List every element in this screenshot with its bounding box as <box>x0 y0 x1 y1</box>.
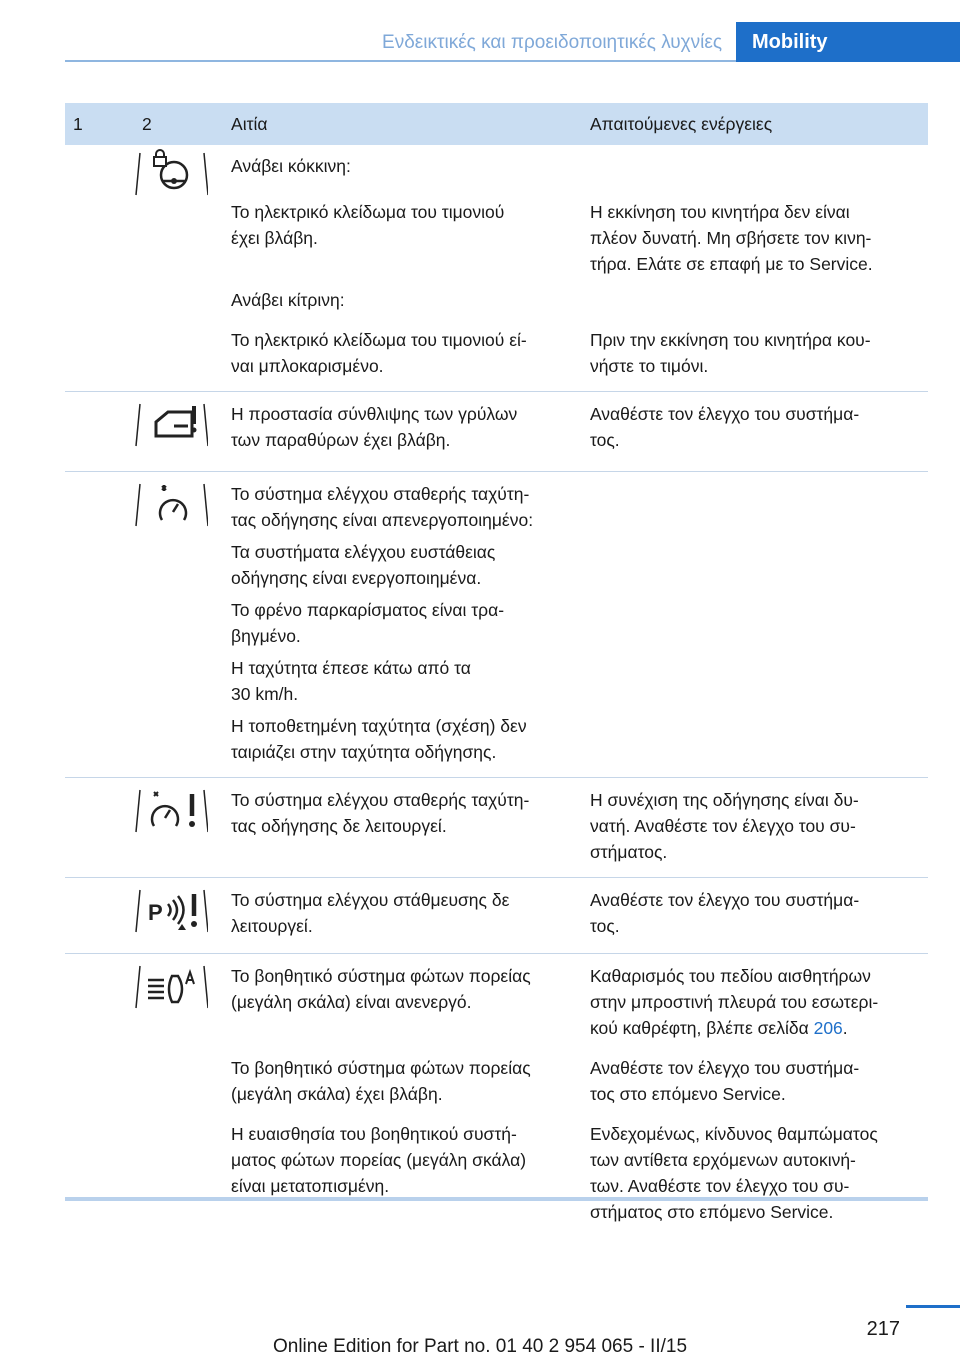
action-text: των αντίθετα ερχόμενων αυτοκινή- <box>589 1150 856 1170</box>
action-text: πλέον δυνατή. Μη σβήσετε τον κινη- <box>589 228 872 248</box>
cause-text: Η τοποθετημένη ταχύτητα (σχέση) δεν <box>231 716 527 736</box>
cause-text: 30 km/h. <box>231 684 299 704</box>
action-text: τος στο επόμενο Service. <box>589 1084 786 1104</box>
action-text: τήρα. Ελάτε σε επαφή με το Service. <box>589 254 873 274</box>
action-text: Πριν την εκκίνηση του κινητήρα κου- <box>589 330 871 350</box>
cause-text: οδήγησης είναι ενεργοποιημένα. <box>231 568 482 588</box>
action-text: Αναθέστε τον έλεγχο του συστήμα- <box>589 404 860 424</box>
column-header-cause: Αιτία <box>223 103 582 145</box>
action-text: νατή. Αναθέστε τον έλεγχο του συ- <box>589 816 856 836</box>
section-title: Ενδεικτικές και προειδοποιητικές λυχνίες <box>382 32 722 53</box>
action-text: στήματος στο επόμενο Service. <box>589 1202 834 1222</box>
chapter-tab[interactable]: Mobility <box>736 22 960 62</box>
column-header-2: 2 <box>134 103 223 145</box>
action-text: Αναθέστε τον έλεγχο του συστήμα- <box>589 890 860 910</box>
cause-text: Το φρένο παρκαρίσματος είναι τρα- <box>231 600 505 620</box>
cause-text: Τα συστήματα ελέγχου ευστάθειας <box>231 542 496 562</box>
red-light-label: Ανάβει κόκκινη: <box>231 156 351 176</box>
cause-text: Το ηλεκτρικό κλείδωμα του τιμονιού εί- <box>231 330 527 350</box>
cause-text: (μεγάλη σκάλα) είναι ανενεργό. <box>231 992 472 1012</box>
cause-text: έχει βλάβη. <box>231 228 318 248</box>
steering-lock-icon <box>134 147 208 207</box>
action-text-part: κού καθρέφτη, βλέπε σελίδα <box>589 1018 814 1038</box>
action-text <box>590 1015 920 1041</box>
cause-text: Το ηλεκτρικό κλείδωμα του τιμονιού <box>231 202 505 222</box>
action-text: στην μπροστινή πλευρά του εσωτερι- <box>589 992 879 1012</box>
cause-text: (μεγάλη σκάλα) έχει βλάβη. <box>231 1084 443 1104</box>
cause-text: Το σύστημα ελέγχου σταθερής ταχύτη- <box>231 790 530 810</box>
action-text: Η εκκίνηση του κινητήρα δεν είναι <box>589 202 850 222</box>
yellow-light-label: Ανάβει κίτρινη: <box>231 290 345 310</box>
action-text: τος. <box>589 430 620 450</box>
cause-text: των παραθύρων έχει βλάβη. <box>231 430 451 450</box>
action-text: νήστε το τιμόνι. <box>589 356 709 376</box>
cause-text: βηγμένο. <box>231 626 301 646</box>
cause-text: ναι μπλοκαρισμένο. <box>231 356 384 376</box>
action-text: Ενδεχομένως, κίνδυνος θαμπώματος <box>589 1124 878 1144</box>
cruise-control-icon <box>134 480 208 534</box>
cause-text: Το βοηθητικό σύστημα φώτων πορείας <box>231 1058 531 1078</box>
action-text: στήματος. <box>589 842 668 862</box>
cause-text: είναι μετατοπισμένη. <box>231 1176 390 1196</box>
table-row <box>65 954 928 1042</box>
svg-text:P: P <box>148 900 163 925</box>
page-number-bar <box>906 1305 960 1308</box>
action-text: των. Αναθέστε τον έλεγχο του συ- <box>589 1176 850 1196</box>
cause-text: Το σύστημα ελέγχου σταθερής ταχύτη- <box>231 484 530 504</box>
table-row <box>65 392 928 472</box>
footer-edition: Online Edition for Part no. 01 40 2 954 065 - II/15 <box>272 1336 688 1357</box>
cause-text: Το βοηθητικό σύστημα φώτων πορείας <box>231 966 531 986</box>
action-text: Η συνέχιση της οδήγησης είναι δυ- <box>589 790 859 810</box>
table-row <box>65 878 928 954</box>
window-pinch-icon <box>134 400 208 454</box>
table-row <box>65 472 928 778</box>
high-beam-assistant-icon <box>134 962 208 1016</box>
cause-text: Το σύστημα ελέγχου στάθμευσης δε <box>231 890 510 910</box>
action-text: Καθαρισμός του πεδίου αισθητήρων <box>589 966 871 986</box>
action-text-part: . <box>842 1018 848 1038</box>
header-rule <box>65 60 736 62</box>
cause-text: ταιριάζει στην ταχύτητα οδήγησης. <box>231 742 497 762</box>
column-header-1: 1 <box>65 103 134 145</box>
page-number: 217 <box>866 1318 900 1340</box>
cruise-control-fault-icon <box>134 786 208 840</box>
cause-text: Η ταχύτητα έπεσε κάτω από τα <box>231 658 471 678</box>
table-bottom-rule <box>65 1197 928 1201</box>
page-reference-link[interactable]: 206 <box>813 1018 843 1038</box>
table-header-row <box>65 103 928 145</box>
table-row <box>65 145 928 179</box>
cause-text: τας οδήγησης δε λειτουργεί. <box>231 816 447 836</box>
action-text: Αναθέστε τον έλεγχο του συστήμα- <box>589 1058 860 1078</box>
table-row <box>65 778 928 878</box>
cause-text: τας οδήγησης είναι απενεργοποιημένο: <box>231 510 534 530</box>
action-text: τος. <box>589 916 620 936</box>
cause-text: Η ευαισθησία του βοηθητικού συστή- <box>231 1124 517 1144</box>
cause-text: Η προστασία σύνθλιψης των γρύλων <box>231 404 518 424</box>
cause-text: λειτουργεί. <box>231 916 313 936</box>
cause-text: ματος φώτων πορείας (μεγάλη σκάλα) <box>231 1150 527 1170</box>
indicator-table <box>65 103 928 1225</box>
park-distance-fault-icon <box>134 886 208 940</box>
column-header-actions: Απαιτούμενες ενέργειες <box>582 103 928 145</box>
